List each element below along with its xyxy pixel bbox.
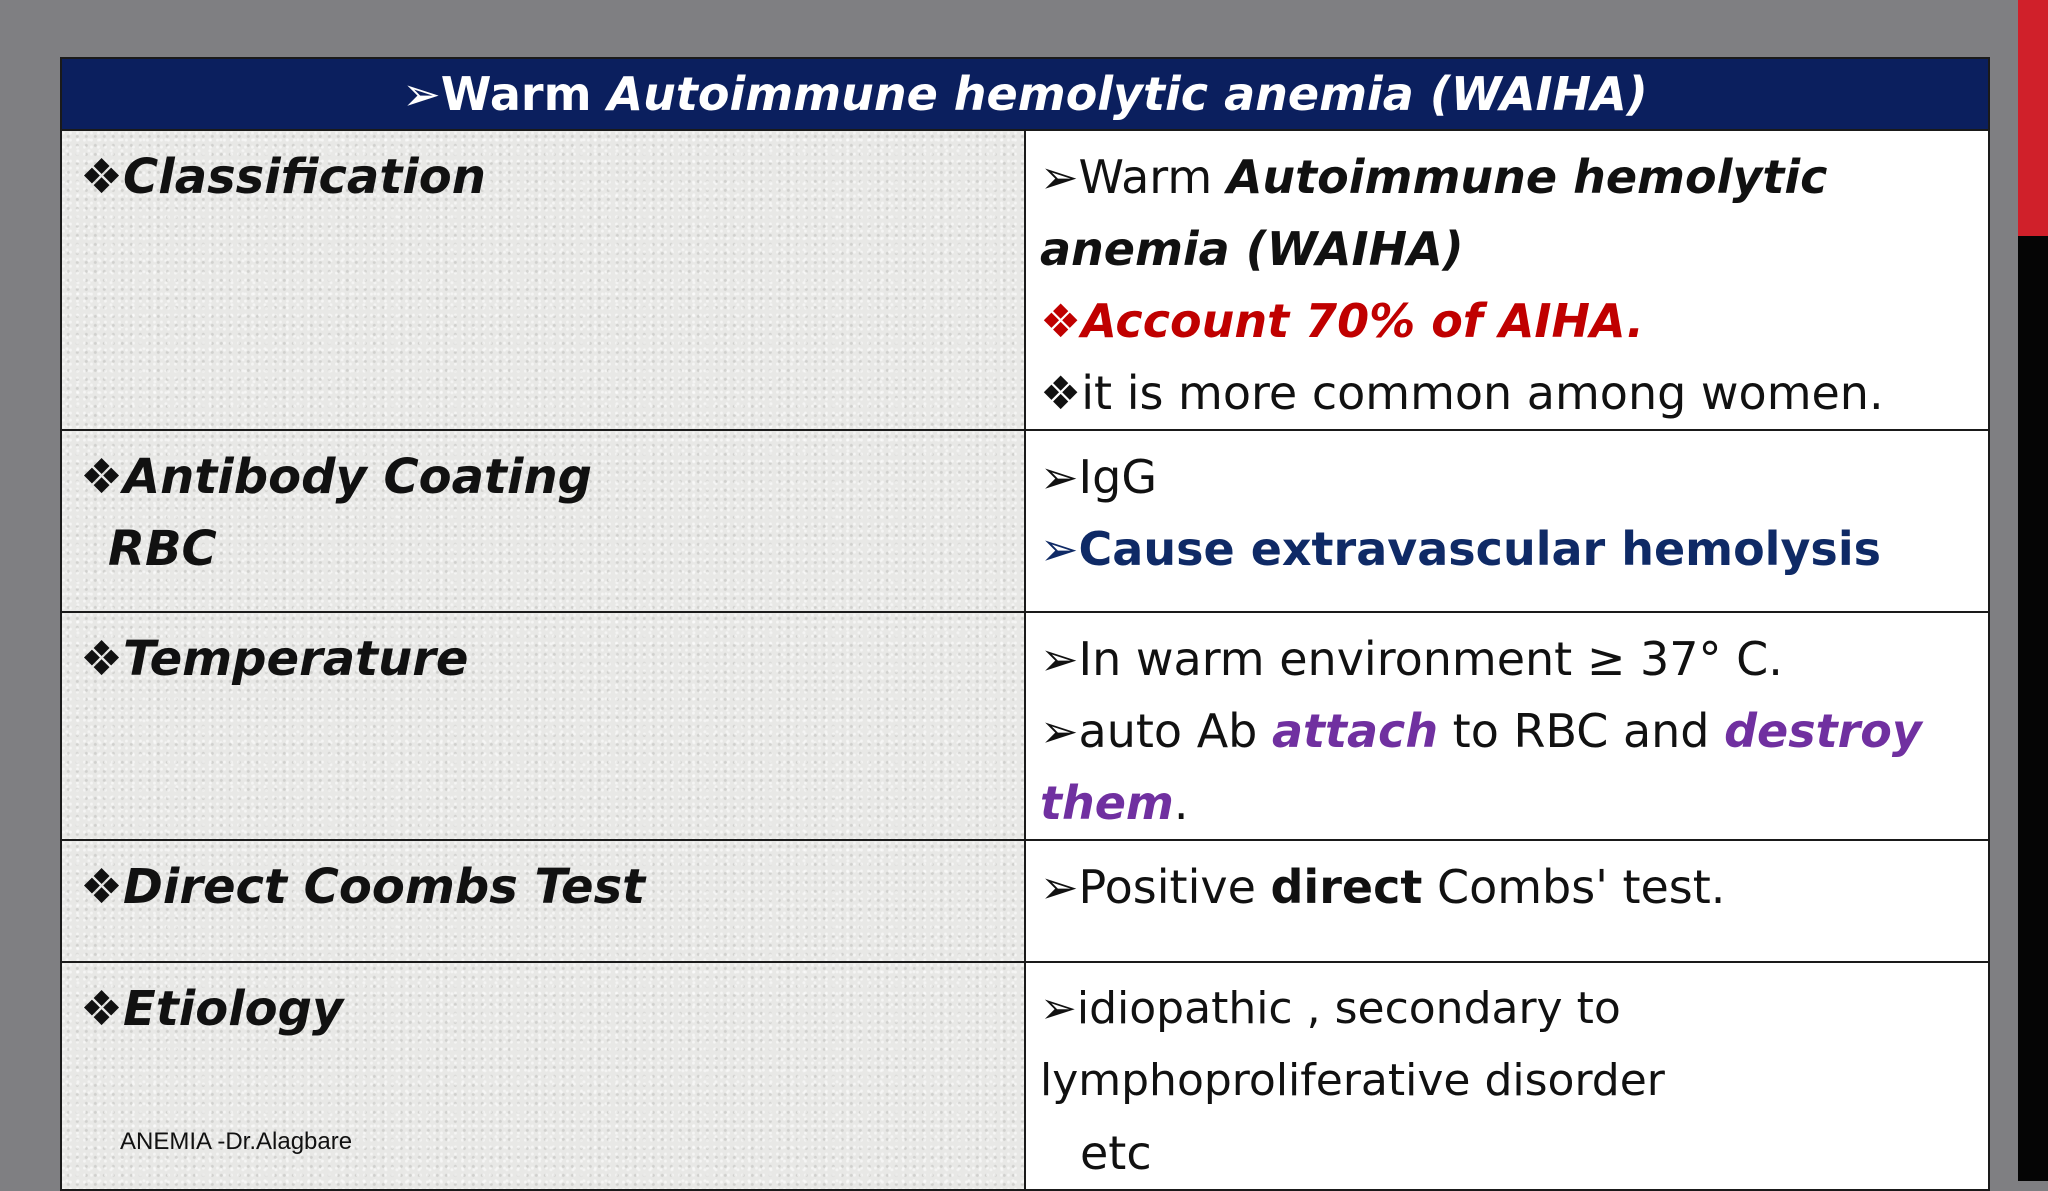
arrow-bullet-icon: ➢ [1040, 150, 1079, 204]
table-row [61, 840, 1989, 962]
side-accent-black [2018, 236, 2048, 1181]
row-label-antibody: ❖Antibody Coating RBC [61, 430, 1025, 612]
arrow-bullet-icon: ➢ [1040, 860, 1079, 914]
diamond-bullet-icon: ❖ [80, 631, 124, 687]
row-value-temperature: ➢In warm environment ≥ 37° C. ➢auto Ab attach to RBC and destroy them. [1025, 612, 1989, 840]
arrow-bullet-icon: ➢ [1040, 704, 1079, 758]
diamond-bullet-icon: ❖ [80, 149, 124, 205]
diamond-bullet-icon: ❖ [80, 449, 124, 505]
diamond-bullet-icon: ❖ [1040, 366, 1082, 420]
table-title: ➢Warm Autoimmune hemolytic anemia (WAIHA) [61, 58, 1989, 130]
table-row [61, 130, 1989, 430]
arrow-bullet-icon: ➢ [1040, 522, 1079, 576]
table-header-row [61, 58, 1989, 130]
row-label-temperature: ❖Temperature [61, 612, 1025, 840]
arrow-bullet-icon: ➢ [1040, 632, 1079, 686]
row-value-etiology: ➢idiopathic , secondary to lymphoproliferative disorder etc [1025, 962, 1989, 1190]
arrow-bullet-icon: ➢ [1040, 983, 1077, 1034]
arrow-bullet-icon: ➢ [402, 67, 441, 121]
footer-text: ANEMIA -Dr.Alagbare [120, 1128, 353, 1155]
row-label-etiology: ❖Etiology [61, 962, 1025, 1190]
row-label-classification: ❖Classification [61, 130, 1025, 430]
diamond-bullet-icon: ❖ [80, 859, 124, 915]
table-row [61, 430, 1989, 612]
row-label-coombs: ❖Direct Coombs Test [61, 840, 1025, 962]
row-value-coombs: ➢Positive direct Combs' test. [1025, 840, 1989, 962]
diamond-bullet-icon: ❖ [1040, 294, 1082, 348]
arrow-bullet-icon: ➢ [1040, 450, 1079, 504]
table-row [61, 612, 1989, 840]
waiha-table [60, 57, 1990, 1191]
row-value-antibody: ➢IgG ➢Cause extravascular hemolysis [1025, 430, 1989, 612]
row-value-classification: ➢Warm Autoimmune hemolytic anemia (WAIHA) ❖Account 70% of AIHA. ❖it is more common among women. [1025, 130, 1989, 430]
diamond-bullet-icon: ❖ [80, 981, 124, 1037]
side-accent-red [2018, 0, 2048, 236]
